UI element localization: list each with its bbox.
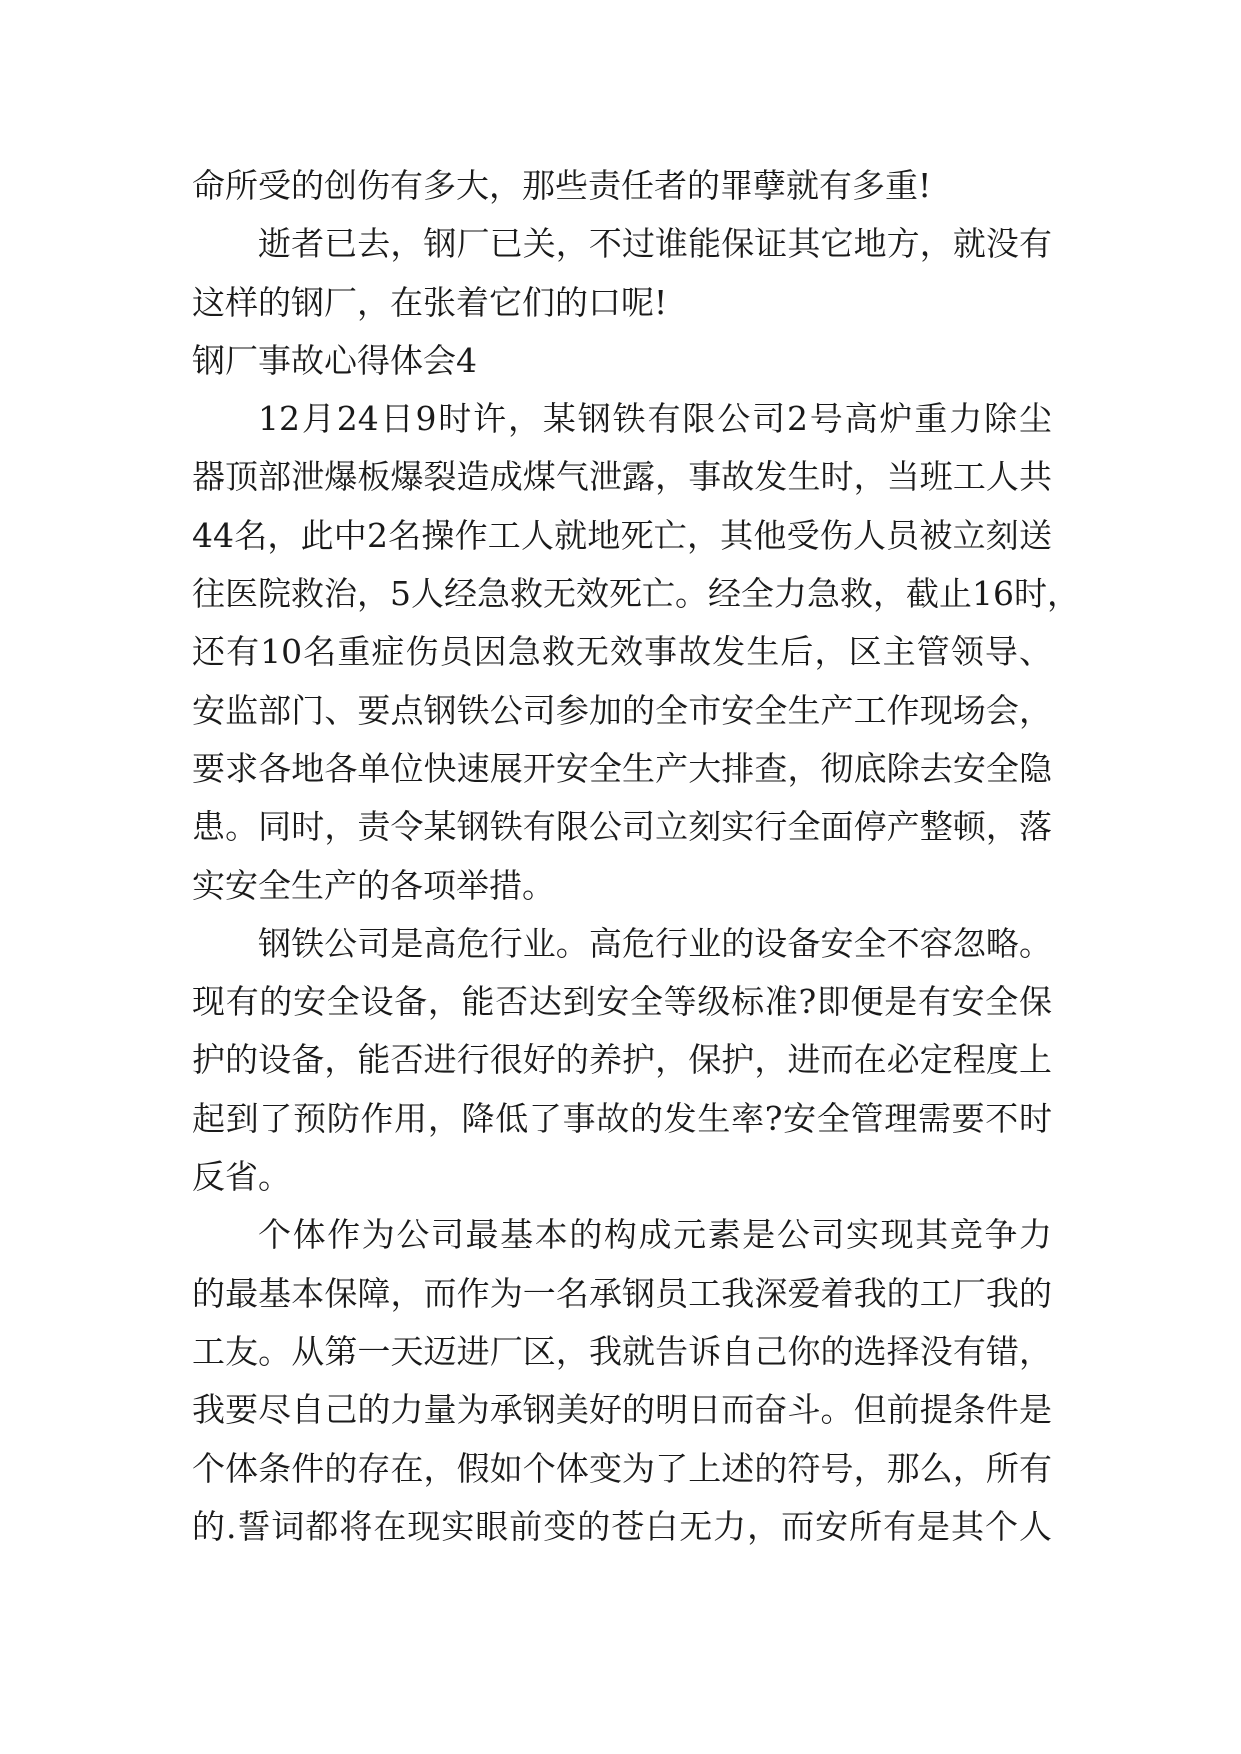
text-line: 个体条件的存在，假如个体变为了上述的符号，那么，所有 xyxy=(192,1448,1052,1488)
text-line: 个体作为公司最基本的构成元素是公司实现其竞争力 xyxy=(258,1215,1052,1255)
text-line: 起到了预防作用，降低了事故的发生率?安全管理需要不时 xyxy=(192,1098,1052,1138)
text-line: 这样的钢厂，在张着它们的口呢! xyxy=(192,282,668,322)
text-line: 逝者已去，钢厂已关，不过谁能保证其它地方，就没有 xyxy=(258,224,1052,264)
document-body xyxy=(192,157,1080,1556)
paragraph xyxy=(192,215,1052,332)
paragraph xyxy=(192,1206,1052,1556)
paragraph xyxy=(192,157,1052,215)
text-line: 还有10名重症伤员因急救无效事故发生后，区主管领导、 xyxy=(192,632,1052,672)
text-line: 现有的安全设备，能否达到安全等级标准?即便是有安全保 xyxy=(192,982,1052,1022)
section-heading: 钢厂事故心得体会4 xyxy=(192,340,477,380)
text-line: 实安全生产的各项举措。 xyxy=(192,865,555,905)
text-line: 的最基本保障，而作为一名承钢员工我深爱着我的工厂我的 xyxy=(192,1273,1052,1313)
text-line: 我要尽自己的力量为承钢美好的明日而奋斗。但前提条件是 xyxy=(192,1390,1052,1430)
text-line: 往医院救治，5人经急救无效死亡。经全力急救，截止16时， xyxy=(192,574,1080,614)
text-line: 护的设备，能否进行很好的养护，保护，进而在必定程度上 xyxy=(192,1040,1052,1080)
text-line: 安监部门、要点钢铁公司参加的全市安全生产工作现场会， xyxy=(192,690,1052,730)
text-line: 的.誓词都将在现实眼前变的苍白无力，而安所有是其个人 xyxy=(192,1506,1052,1546)
paragraph xyxy=(192,390,1080,915)
text-line: 44名，此中2名操作工人就地死亡，其他受伤人员被立刻送 xyxy=(192,515,1052,555)
paragraph xyxy=(192,915,1052,1206)
text-line: 要求各地各单位快速展开安全生产大排查，彻底除去安全隐 xyxy=(192,748,1052,788)
text-line: 12月24日9时许，某钢铁有限公司2号高炉重力除尘 xyxy=(258,399,1052,439)
text-line: 患。同时，责令某钢铁有限公司立刻实行全面停产整顿，落 xyxy=(192,807,1052,847)
text-line: 工友。从第一天迈进厂区，我就告诉自己你的选择没有错， xyxy=(192,1331,1052,1371)
text-line: 钢铁公司是高危行业。高危行业的设备安全不容忽略。 xyxy=(258,923,1052,963)
text-line: 反省。 xyxy=(192,1157,291,1197)
text-line: 命所受的创伤有多大，那些责任者的罪孽就有多重! xyxy=(192,166,932,205)
text-line: 器顶部泄爆板爆裂造成煤气泄露，事故发生时，当班工人共 xyxy=(192,457,1052,497)
